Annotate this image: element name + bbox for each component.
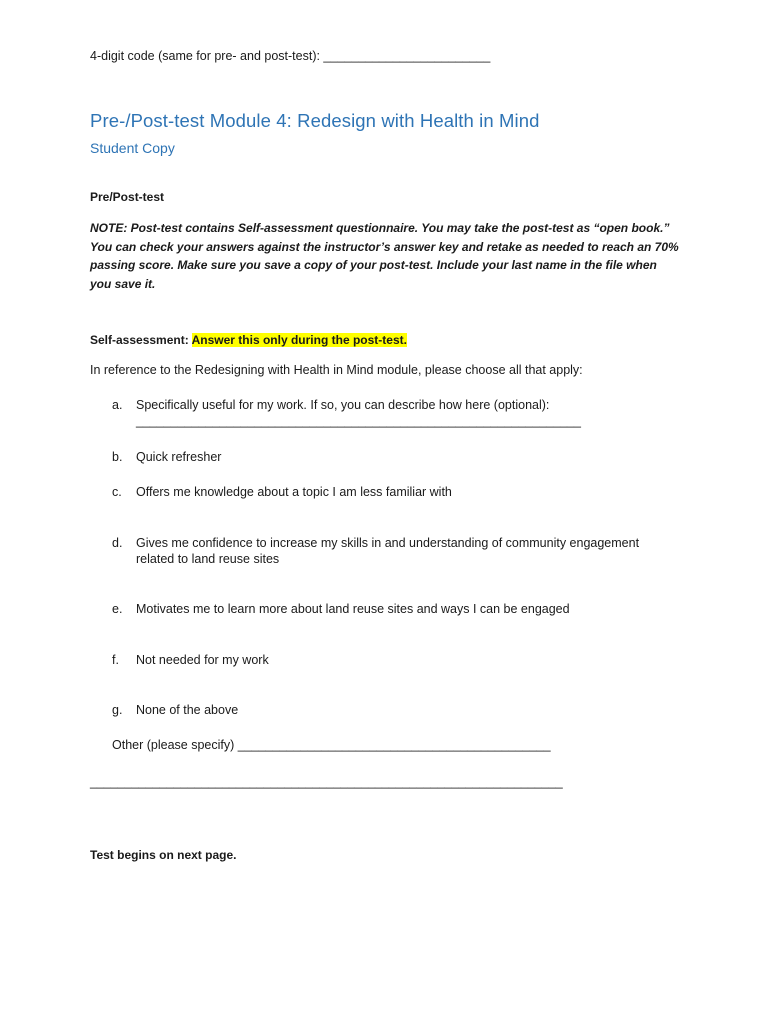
page-subtitle: Student Copy	[90, 140, 175, 156]
self-assessment-label: Self-assessment:	[90, 333, 192, 347]
self-assessment-heading	[90, 333, 407, 347]
page-title: Pre-/Post-test Module 4: Redesign with Health in Mind	[90, 110, 540, 131]
blank-answer-line[interactable]: ____________________________________________________________________	[90, 775, 563, 789]
option-letter: b.	[112, 450, 123, 464]
option-letter: e.	[112, 602, 123, 616]
option-text-line2: related to land reuse sites	[136, 552, 280, 566]
option-text: Not needed for my work	[136, 653, 269, 667]
option-text: Motivates me to learn more about land reuse sites and ways I can be engaged	[136, 602, 570, 616]
option-letter: a.	[112, 398, 123, 412]
note-paragraph: NOTE: Post-test contains Self-assessment questionnaire. You may take the post-test as “open book.” You can check your answers against the instructor’s answer key and retake as needed to reach an 70% passing score. Make sure you save a copy of your post-test. Include your last name in the file when you save it.	[90, 221, 679, 291]
option-text: None of the above	[136, 703, 239, 717]
intro-text: In reference to the Redesigning with Health in Mind module, please choose all that apply:	[90, 363, 583, 377]
option-letter: f.	[112, 653, 119, 667]
option-text: Specifically useful for my work. If so, you can describe how here (optional):	[136, 398, 550, 412]
option-letter: g.	[112, 703, 123, 717]
option-letter: c.	[112, 485, 122, 499]
option-text: Offers me knowledge about a topic I am less familiar with	[136, 485, 452, 499]
option-text: Quick refresher	[136, 450, 222, 464]
self-assessment-highlight: Answer this only during the post-test.	[191, 333, 407, 347]
section-heading: Pre/Post-test	[90, 190, 165, 204]
option-text-line2: ________________________________________________________________	[136, 414, 581, 428]
code-line: 4-digit code (same for pre- and post-test): ________________________	[90, 49, 491, 63]
option-text: Gives me confidence to increase my skills in and understanding of community engagement	[136, 536, 640, 550]
footer-note: Test begins on next page.	[90, 848, 237, 862]
other-specify-field[interactable]: Other (please specify) _____________________________________________	[112, 738, 551, 752]
option-letter: d.	[112, 536, 123, 550]
